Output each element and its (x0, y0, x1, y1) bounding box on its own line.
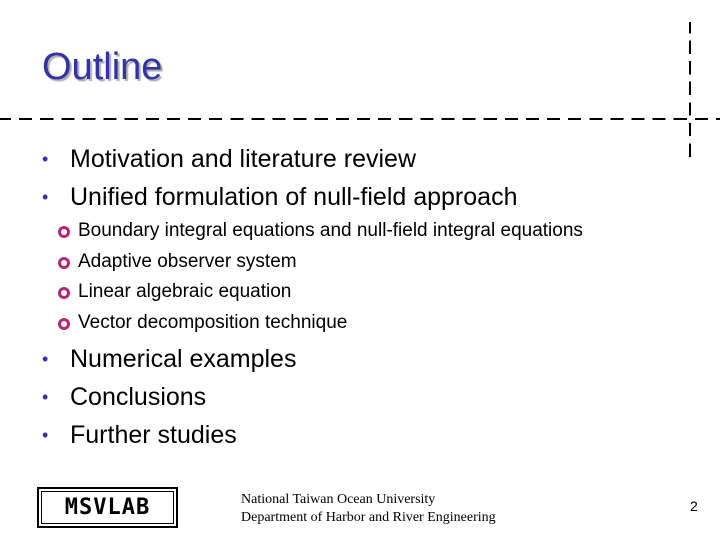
dashed-horizontal-rule (0, 118, 720, 120)
outline-item (40, 378, 296, 416)
sub-item-text: Linear algebraic equation (78, 281, 292, 302)
outline-item-text: Conclusions (70, 383, 207, 411)
outline-item (40, 178, 517, 216)
outline-item (40, 416, 296, 454)
outline-item-text: Numerical examples (70, 345, 297, 373)
outline-item-text: Further studies (70, 421, 237, 449)
outline-list-bottom (40, 340, 296, 454)
footer-university: National Taiwan Ocean University (241, 492, 436, 507)
outline-item (40, 340, 296, 378)
footer-department: Department of Harbor and River Engineering (241, 510, 496, 525)
sub-item (58, 308, 583, 339)
bullet-icon: • (42, 149, 49, 169)
outline-item-text: Motivation and literature review (70, 145, 416, 173)
circle-bullet-icon (58, 226, 70, 238)
outline-sublist (58, 216, 583, 338)
sub-item-text: Adaptive observer system (78, 250, 297, 272)
bullet-icon: • (42, 349, 49, 369)
outline-item-text: Unified formulation of null-field approach (70, 183, 518, 211)
footer-affiliation (241, 491, 496, 527)
outline-list-top (40, 140, 517, 216)
bullet-icon: • (42, 387, 49, 407)
bullet-icon: • (42, 187, 49, 207)
logo-text: MSVLAB (64, 495, 151, 520)
outline-item (40, 140, 517, 178)
msvlab-logo (37, 487, 178, 528)
circle-bullet-icon (58, 318, 70, 330)
sub-item (58, 247, 583, 278)
circle-bullet-icon (58, 287, 70, 299)
sub-item (58, 277, 583, 308)
sub-item (58, 216, 583, 247)
sub-item-text: Vector decomposition technique (78, 311, 348, 333)
bullet-icon: • (42, 425, 49, 445)
dashed-vertical-rule (689, 22, 691, 164)
sub-item-text: Boundary integral equations and null-field integral equations (78, 220, 583, 241)
page-number: 2 (690, 498, 698, 514)
circle-bullet-icon (58, 257, 70, 269)
slide-title: Outline (42, 46, 163, 88)
